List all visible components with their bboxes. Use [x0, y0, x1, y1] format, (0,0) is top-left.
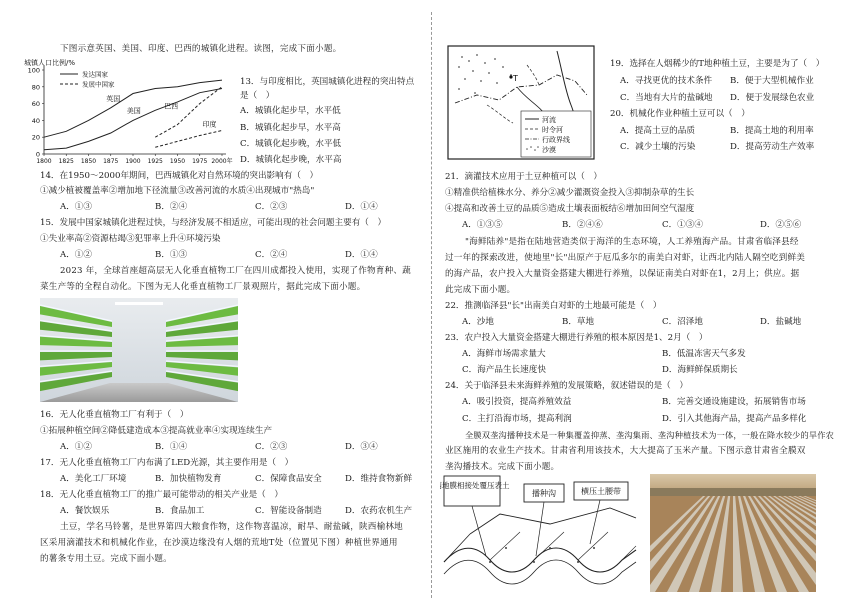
ridge-furrow-diagram [440, 474, 640, 592]
column-divider [431, 12, 432, 598]
legend-developed: 发达国家 [82, 70, 108, 79]
series-label: 英国 [106, 95, 121, 104]
q15-items: ①失业率高②资源枯竭③犯罪率上升④环境污染 [40, 234, 221, 244]
x-tick-label: 1900 [125, 158, 141, 165]
q13-option-a: A．城镇化起步早，水平低 [240, 106, 341, 116]
intro-5-line-3: 垄沟播技术。完成下面小题。 [445, 462, 560, 472]
q21-items-2: ④提高和改善土豆的品质⑤造成土壤表面板结⑥增加田间空气湿度 [445, 204, 695, 214]
q16-items: ①拓展种植空间②降低建造成本③提高就业率④实现连续生产 [40, 426, 273, 436]
q21-option-d: D．②⑤⑥ [760, 220, 802, 230]
q13-stem-2: 是（ ） [240, 91, 275, 101]
x-tick-label: 1925 [147, 158, 163, 165]
q20-option-b: B．提高土地的利用率 [730, 126, 814, 136]
y-tick-label: 60 [31, 100, 40, 109]
label-soil-belt: 横压土腰带 [581, 487, 621, 496]
q19-option-b: B．便于大型机械作业 [730, 76, 814, 86]
intro-2-line-2: 菜生产等的全程自动化。下图为无人化垂直植物工厂景观照片，据此完成下面小题。 [40, 282, 366, 292]
q14-stem: 14．在1950～2000年期间，巴西城镇化对自然环境的突出影响有（ ） [40, 171, 319, 181]
q16-option-d: D．③④ [345, 442, 378, 452]
y-tick-label: 40 [31, 116, 40, 125]
q23-option-b: B．低温冻害天气多发 [662, 349, 746, 359]
q21-option-a: A．①③⑤ [462, 220, 503, 230]
x-tick-label: 1850 [80, 158, 97, 165]
intro-4-line-1: "海鲜陆养"是指在陆地营造类似于海洋的生态环境，人工养殖海产品。甘肃省临泽县经 [465, 237, 799, 247]
q17-option-a: A．美化工厂环境 [60, 474, 127, 484]
legend-river: 河流 [542, 116, 556, 124]
intro-3-line-3: 的薯条专用土豆。完成下面小题。 [40, 554, 172, 564]
series-line-巴西 [155, 87, 222, 137]
q14-items: ①减少植被覆盖率②增加地下径流量③改善河流的水质④出现城市"热岛" [40, 186, 315, 196]
q22-option-a: A．沙地 [462, 317, 494, 327]
q19-option-a: A．寻找更优的技术条件 [620, 76, 713, 86]
q17-option-c: C．保障食品安全 [255, 474, 322, 484]
series-line-印度 [155, 130, 222, 147]
x-tick-label: 1825 [58, 158, 74, 165]
q22-stem: 22．推测临泽县"长"出南美白对虾的土地最可能是（ ） [445, 301, 662, 311]
q14-option-c: C．②③ [255, 202, 288, 212]
q16-option-b: B．①④ [155, 442, 188, 452]
q18-option-c: C．智能设备制造 [255, 506, 322, 516]
y-tick-label: 0 [35, 150, 40, 159]
intro-4-line-2: 过一年的探索改进，使地里"长"出原产于厄瓜多尔的南美白对虾，让西北内陆人隔空吃到鲜美 [445, 253, 806, 263]
q22-option-b: B．草地 [562, 317, 595, 327]
intro-4-line-4: 此完成下面小题。 [445, 285, 516, 295]
series-label: 巴西 [164, 102, 179, 111]
q24-option-c: C．主打沿海市场，提高利润 [462, 414, 572, 424]
yulin-map [447, 45, 595, 160]
intro-2-line-1: 2023 年，全球首座超高层无人化垂直植物工厂在四川成都投入使用，实现了作物育种、蔬 [60, 266, 411, 276]
label-seed-furrow: 播种沟 [532, 489, 556, 498]
q15-option-d: D．①④ [345, 250, 378, 260]
legend-boundary: 行政界线 [542, 136, 570, 144]
q22-option-d: D．盐碱地 [760, 317, 802, 327]
q15-option-c: C．②④ [255, 250, 288, 260]
q21-option-c: C．①③④ [662, 220, 703, 230]
intro-1: 下图示意英国、美国、印度、巴西的城镇化进程。读图，完成下面小题。 [60, 44, 342, 54]
intro-5-line-1: 全膜双垄沟播种技术是一种集覆盖抑蒸、垄沟集雨、垄沟种植技术为一体，一般在降水较少的旱作农 [465, 430, 835, 440]
q24-stem: 24．关于临泽县未来海鲜养殖的发展策略，叙述错误的是（ ） [445, 381, 688, 391]
q14-option-d: D．①④ [345, 202, 378, 212]
q17-stem: 17．无人化垂直植物工厂内布满了LED光源，其主要作用是（ ） [40, 458, 294, 468]
q17-option-b: B．加快植物发育 [155, 474, 222, 484]
vertical-farm-photo [40, 298, 238, 402]
q14-option-a: A．①③ [60, 202, 92, 212]
series-line-美国 [44, 88, 222, 149]
q22-option-c: C．沼泽地 [662, 317, 703, 327]
q16-stem: 16．无人化垂直植物工厂有利于（ ） [40, 410, 189, 420]
x-tick-label: 1975 [192, 158, 208, 165]
q24-option-d: D．引入其他海产品，提高产品多样化 [662, 414, 807, 424]
q15-option-a: A．①② [60, 250, 92, 260]
y-tick-label: 100 [27, 66, 40, 75]
q18-stem: 18．无人化垂直植物工厂的推广最可能带动的相关产业是（ ） [40, 490, 283, 500]
series-label: 印度 [202, 120, 217, 129]
q21-option-b: B．②④⑥ [562, 220, 603, 230]
q21-stem: 21．滴灌技术应用于土豆种植可以（ ） [445, 172, 603, 182]
q20-option-a: A．提高土豆的品质 [620, 126, 695, 136]
intro-3-line-2: 区采用滴灌技术和机械化作业，在沙漠边缘没有人烟的荒地T处（位置见下图）种植世界通用 [40, 538, 398, 548]
y-tick-label: 20 [31, 133, 40, 142]
q15-option-b: B．①③ [155, 250, 188, 260]
q13-option-d: D．城镇化起步晚，水平高 [240, 155, 342, 165]
q18-option-b: B．食品加工 [155, 506, 205, 516]
q13-stem-1: 13．与印度相比，英国城镇化进程的突出特点 [240, 77, 415, 87]
q19-stem: 19．选择在人烟稀少的T地种植土豆，主要是为了（ ） [610, 59, 825, 69]
q24-option-b: B．完善交通设施建设，拓展销售市场 [662, 397, 806, 407]
y-axis-label: 城镇人口比例/% [24, 59, 76, 67]
urbanization-chart [22, 58, 234, 168]
x-tick-label: 2000年 [211, 158, 233, 165]
q18-option-d: D．农药农机生产 [345, 506, 413, 516]
q20-option-c: C．减少土壤的污染 [620, 142, 696, 152]
series-label: 美国 [126, 106, 141, 115]
intro-5-line-2: 业区施用的农业生产技术。甘肃省利用该技术，大大提高了玉米产量。下图示意甘肃省全膜双 [445, 446, 806, 456]
x-tick-label: 1875 [103, 158, 119, 165]
map-t-label: T [513, 74, 518, 83]
q13-option-b: B．城镇化起步早，水平高 [240, 123, 341, 133]
q20-stem: 20．机械化作业种植土豆可以（ ） [610, 109, 750, 119]
legend-seasonal-river: 时令河 [542, 126, 563, 134]
q23-option-a: A．海鲜市场需求量大 [462, 349, 546, 359]
q23-stem: 23．农户投入大量资金搭建大棚进行养殖的根本原因是1、2月（ ） [445, 333, 708, 343]
q20-option-d: D．提高劳动生产效率 [730, 142, 815, 152]
q19-option-c: C．当地有大片的盐碱地 [620, 93, 713, 103]
y-tick-label: 80 [31, 83, 40, 92]
q24-option-a: A．吸引投资，提高养殖效益 [462, 397, 572, 407]
q15-stem: 15．发展中国家城镇化进程过快，与经济发展不相适应，可能出现的社会问题主要有（ ） [40, 218, 387, 228]
q18-option-a: A．餐饮娱乐 [60, 506, 110, 516]
q13-option-c: C．城镇化起步晚，水平低 [240, 139, 342, 149]
q16-option-c: C．②③ [255, 442, 288, 452]
legend-desert: 沙漠 [542, 146, 556, 154]
field-photo [650, 474, 816, 592]
q21-items-1: ①精准供给植株水分、养分②减少灌溉资金投入③抑制杂草的生长 [445, 188, 695, 198]
legend-developing: 发展中国家 [82, 80, 115, 89]
q19-option-d: D．便于发展绿色农业 [730, 93, 815, 103]
q23-option-c: C．海产品生长速度快 [462, 365, 546, 375]
intro-4-line-3: 的海产品，农户投入大量资金搭建大棚进行养殖，以保证南美白对虾在1，2月上；供应。据 [445, 269, 800, 279]
q23-option-d: D．海鲜鲜保质期长 [662, 365, 738, 375]
q16-option-a: A．①② [60, 442, 92, 452]
x-tick-label: 1800 [36, 158, 52, 165]
x-tick-label: 1950 [169, 158, 186, 165]
intro-3-line-1: 土豆，学名马铃薯，是世界第四大粮食作物，这作物喜温凉，耐旱、耐盐碱，陕西榆林地 [60, 522, 403, 532]
label-film-joint: 两地膜相接处覆压表土 [440, 481, 510, 490]
q14-option-b: B．②④ [155, 202, 188, 212]
q17-option-d: D．维持食物新鲜 [345, 474, 413, 484]
